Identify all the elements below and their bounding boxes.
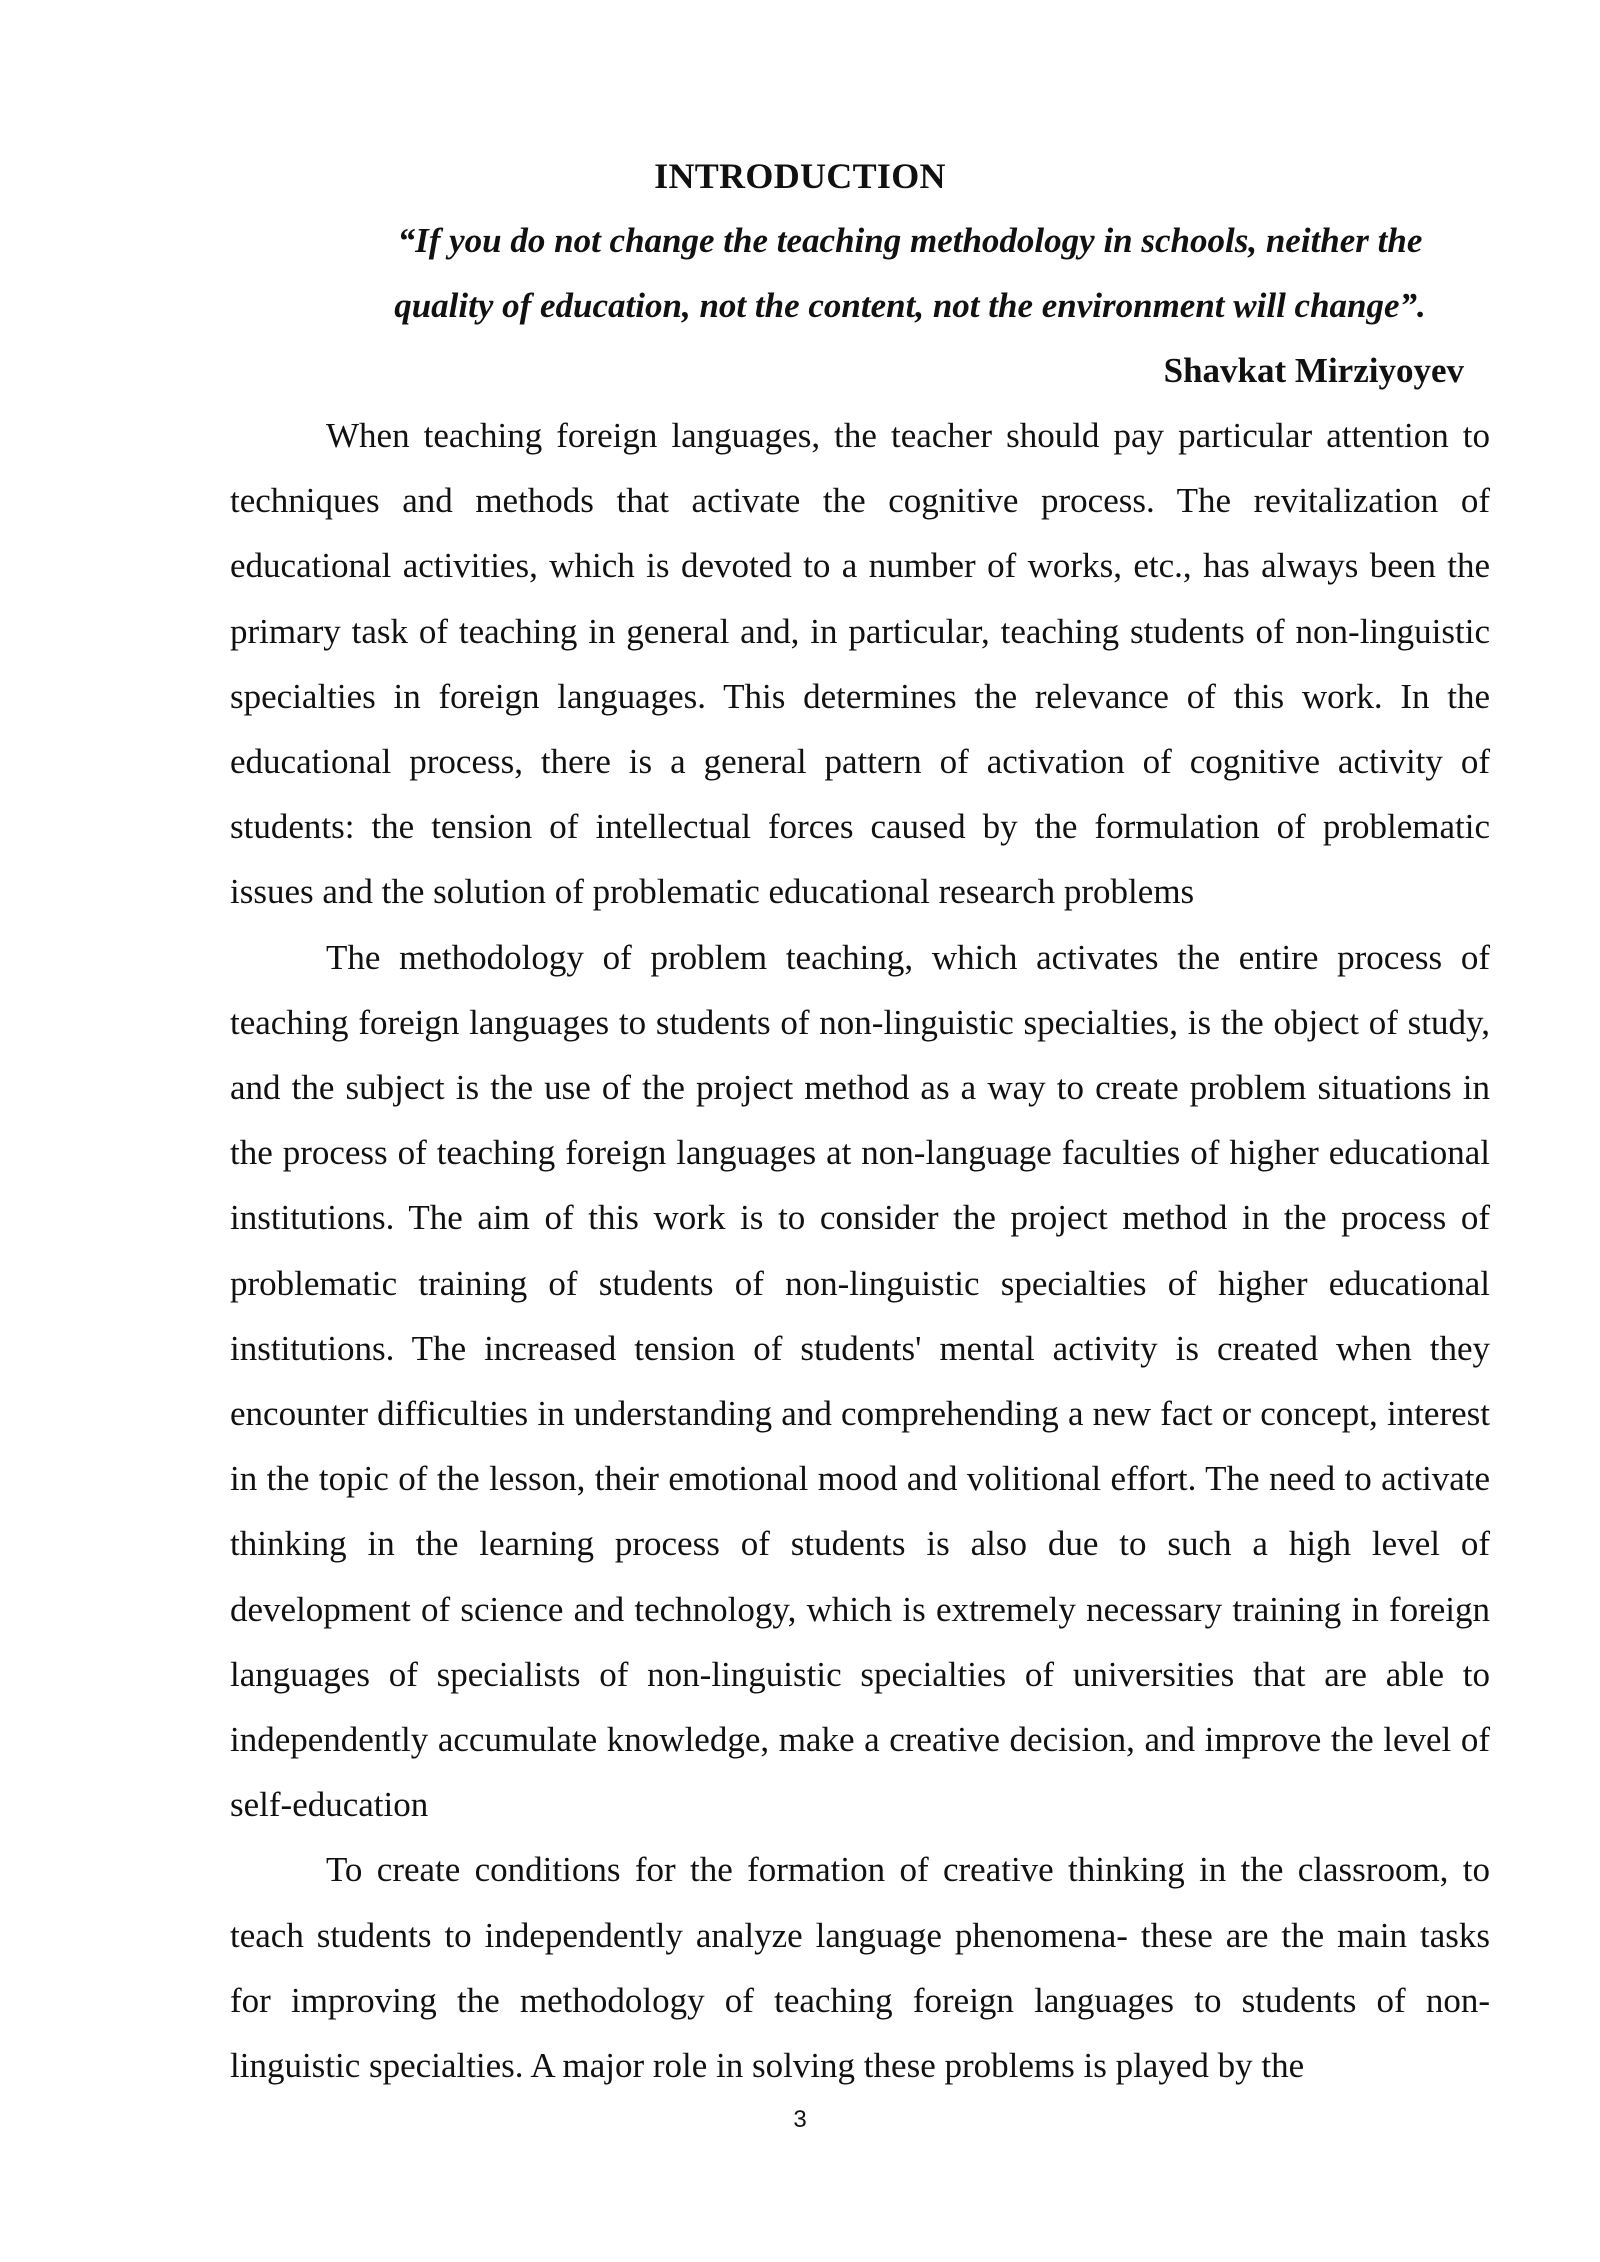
section-heading: INTRODUCTION <box>654 156 946 196</box>
page-number: 3 <box>793 2106 807 2133</box>
paragraph: The methodology of problem teaching, which activates the entire process of teaching foreign languages to students of non-linguistic specialties, is the object of study, and the subject is the use of the project method as a way to create problem situations in the process of teaching foreign languages at non-language faculties of higher educational institutions. The aim of this work is to consider the project method in the process of problematic training of students of non-linguistic specialties of higher educational institutions. The increased tension of students' mental activity is created when they encounter difficulties in understanding and comprehending a new fact or concept, interest in the topic of the lesson, their emotional mood and volitional effort. The need to activate thinking in the learning process of students is also due to such a high level of development of science and technology, which is extremely necessary training in foreign languages of specialists of non-linguistic specialties of universities that are able to independently accumulate knowledge, make a creative decision, and improve the level of self-education <box>230 937 1490 1825</box>
body-text <box>230 403 1490 2098</box>
epigraph-author: Shavkat Mirziyoyev <box>1163 351 1464 390</box>
paragraph: To create conditions for the formation of creative thinking in the classroom, to teach students to independently analyze language phenomena- these are the main tasks for improving the methodology of teaching foreign languages to students of non-linguistic specialties. A major role in solving these problems is played by the <box>230 1850 1490 2086</box>
paragraph: When teaching foreign languages, the teacher should pay particular attention to techniques and methods that activate the cognitive process. The revitalization of educational activities, which is devoted to a number of works, etc., has always been the primary task of teaching in general and, in particular, teaching students of non-linguistic specialties in foreign languages. This determines the relevance of this work. In the educational process, there is a general pattern of activation of cognitive activity of students: the tension of intellectual forces caused by the formulation of problematic issues and the solution of problematic educational research problems <box>230 416 1490 912</box>
epigraph-quote: “If you do not change the teaching methodology in schools, neither the quality of education, not the content, not the environment will change”. <box>394 221 1426 325</box>
